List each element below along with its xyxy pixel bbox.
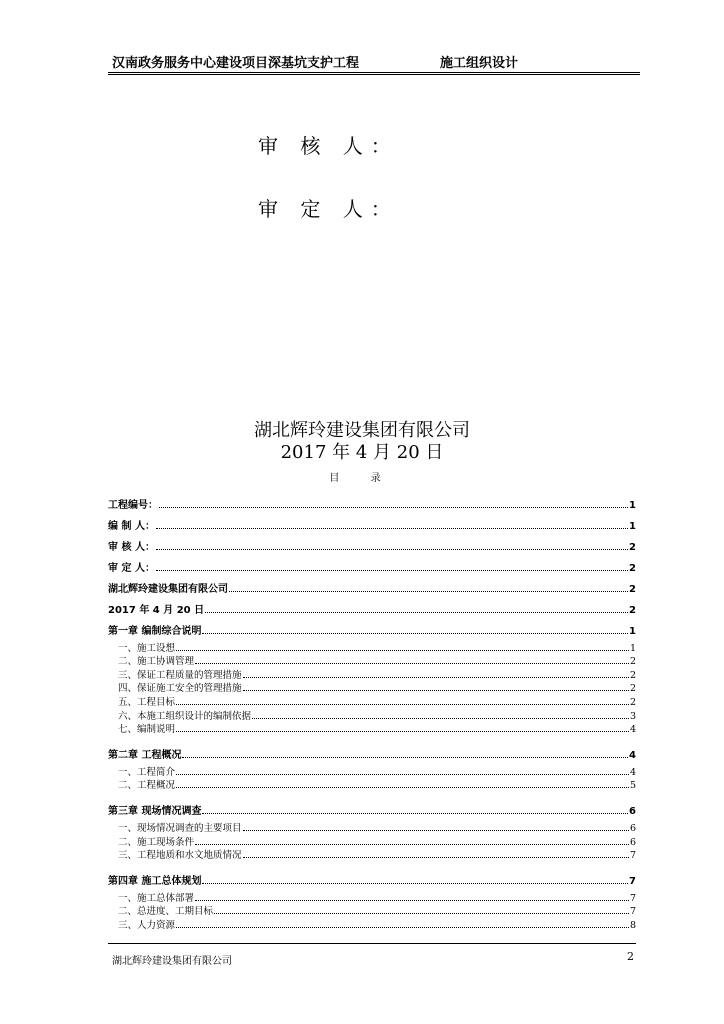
- toc-leader-dots: [205, 612, 628, 613]
- toc-leader-dots: [176, 704, 629, 705]
- toc-leader-dots: [243, 830, 629, 831]
- toc-leader-dots: [195, 663, 629, 664]
- toc-entry[interactable]: [108, 904, 636, 918]
- approver-line: 审 定 人：: [258, 197, 399, 221]
- toc-entry[interactable]: [108, 722, 636, 736]
- toc-entry[interactable]: [108, 834, 636, 848]
- toc-entry-page: 4: [629, 724, 636, 736]
- toc-entry-label: 一、施工总体部署: [118, 892, 195, 904]
- toc-entry-label: 2017 年 4 月 20 日: [108, 605, 205, 616]
- document-date: 2017 年 4 月 20 日: [280, 442, 444, 463]
- toc-entry-page: 3: [629, 710, 636, 722]
- toc-entry-page: 1: [629, 626, 636, 637]
- toc-leader-dots: [182, 757, 628, 758]
- toc-entry-label: 第二章 工程概况: [108, 750, 182, 762]
- toc-entry-label: 审 定 人：: [108, 563, 155, 574]
- toc-entry-page: 4: [629, 750, 636, 762]
- toc-entry-label: 四、保证施工安全的管理措施: [118, 683, 242, 695]
- toc-entry-label: 三、保证工程质量的管理措施: [118, 669, 242, 681]
- toc-entry-page: 1: [629, 521, 636, 532]
- toc-entry[interactable]: [108, 490, 636, 511]
- toc-entry[interactable]: [108, 640, 636, 654]
- toc-entry-label: 五、工程目标: [118, 696, 176, 708]
- toc-entry[interactable]: [108, 694, 636, 708]
- toc-leader-dots: [202, 883, 628, 884]
- toc-entry[interactable]: [108, 532, 636, 553]
- toc-entry[interactable]: [108, 595, 636, 616]
- toc-leader-dots: [214, 913, 629, 914]
- toc-leader-dots: [252, 718, 629, 719]
- toc-entry-page: 2: [629, 542, 636, 553]
- toc-leader-dots: [156, 570, 628, 571]
- toc-entry-label: 二、施工协调管理: [118, 656, 195, 668]
- toc-title: 目 录: [329, 473, 395, 484]
- page-header: [108, 50, 640, 75]
- toc-entry-label: 二、总进度、工期目标: [118, 906, 214, 918]
- toc-entry-page: 1: [629, 642, 636, 654]
- toc-entry-page: 2: [629, 605, 636, 616]
- toc-entry-label: 编 制 人：: [108, 521, 155, 532]
- toc-leader-dots: [195, 900, 629, 901]
- toc-entry[interactable]: [108, 848, 636, 862]
- header-doc-type: 施工组织设计: [440, 56, 519, 71]
- toc-leader-dots: [229, 591, 628, 592]
- toc-entry[interactable]: [108, 740, 636, 761]
- toc-entry[interactable]: [108, 616, 636, 637]
- toc-entry-page: 7: [629, 906, 636, 918]
- toc-entry-label: 二、施工现场条件: [118, 836, 195, 848]
- toc-entry-label: 七、编制说明: [118, 724, 176, 736]
- toc-leader-dots: [156, 549, 628, 550]
- toc-entry-label: 第四章 施工总体规划: [108, 876, 202, 888]
- toc-entry[interactable]: [108, 667, 636, 681]
- toc-leader-dots: [176, 927, 629, 928]
- toc-entry[interactable]: [108, 681, 636, 695]
- toc-leader-dots: [202, 633, 628, 634]
- company-name: 湖北辉玲建设集团有限公司: [254, 420, 470, 441]
- toc-entry[interactable]: [108, 778, 636, 792]
- toc-leader-dots: [176, 787, 629, 788]
- toc-entry-page: 7: [629, 876, 636, 888]
- toc-leader-dots: [159, 507, 628, 508]
- toc-entry[interactable]: [108, 917, 636, 931]
- toc-leader-dots: [156, 528, 628, 529]
- toc-leader-dots: [176, 731, 629, 732]
- toc-entry-page: 2: [629, 683, 636, 695]
- page-footer: [108, 943, 636, 967]
- toc-entry-page: 7: [629, 892, 636, 904]
- toc-entry-page: 2: [629, 563, 636, 574]
- toc-entry[interactable]: [108, 708, 636, 722]
- toc-entry[interactable]: [108, 796, 636, 817]
- toc-group-spacer: [108, 931, 636, 936]
- toc-entry-label: 工程编号：: [108, 500, 158, 511]
- toc-entry-page: 7: [629, 850, 636, 862]
- toc-leader-dots: [176, 774, 629, 775]
- toc-entry-page: 6: [629, 822, 636, 834]
- toc-entry[interactable]: [108, 574, 636, 595]
- toc-leader-dots: [243, 677, 629, 678]
- toc-entry-label: 审 核 人：: [108, 542, 155, 553]
- toc-entry-page: 5: [629, 780, 636, 792]
- reviewer-line: 审 核 人：: [258, 134, 399, 158]
- toc-entry-label: 一、施工设想: [118, 642, 176, 654]
- toc-entry-page: 6: [629, 836, 636, 848]
- toc-entry-page: 2: [629, 669, 636, 681]
- header-project-title: 汉南政务服务中心建设项目深基坑支护工程: [112, 56, 360, 71]
- toc-leader-dots: [195, 844, 629, 845]
- footer-page-number: 2: [627, 950, 634, 963]
- toc-entry[interactable]: [108, 511, 636, 532]
- toc-entry-label: 三、工程地质和水文地质情况: [118, 850, 242, 862]
- toc-leader-dots: [243, 857, 629, 858]
- toc-entry-label: 第三章 现场情况调查: [108, 806, 202, 818]
- toc-entry[interactable]: [108, 764, 636, 778]
- footer-company: 湖北辉玲建设集团有限公司: [112, 956, 232, 967]
- toc-entry-page: 6: [629, 806, 636, 818]
- toc-entry-page: 2: [629, 696, 636, 708]
- toc-entry-page: 1: [629, 500, 636, 511]
- toc-entry-label: 三、人力资源: [118, 919, 176, 931]
- toc-entry-label: 湖北辉玲建设集团有限公司: [108, 584, 228, 595]
- toc-entry-page: 2: [629, 584, 636, 595]
- toc-leader-dots: [202, 813, 628, 814]
- table-of-contents: [108, 490, 636, 936]
- toc-entry-label: 第一章 编制综合说明: [108, 626, 202, 637]
- toc-entry-label: 一、现场情况调查的主要项目: [118, 822, 242, 834]
- toc-entry-label: 六、本施工组织设计的编制依据: [118, 710, 252, 722]
- toc-entry[interactable]: [108, 866, 636, 887]
- toc-entry[interactable]: [108, 553, 636, 574]
- toc-entry[interactable]: [108, 890, 636, 904]
- toc-leader-dots: [243, 690, 629, 691]
- toc-entry-page: 8: [629, 919, 636, 931]
- toc-entry[interactable]: [108, 820, 636, 834]
- toc-entry-label: 一、工程简介: [118, 766, 176, 778]
- toc-entry-page: 4: [629, 766, 636, 778]
- toc-leader-dots: [176, 650, 629, 651]
- toc-entry-label: 二、工程概况: [118, 780, 176, 792]
- toc-entry-page: 2: [629, 656, 636, 668]
- toc-entry[interactable]: [108, 654, 636, 668]
